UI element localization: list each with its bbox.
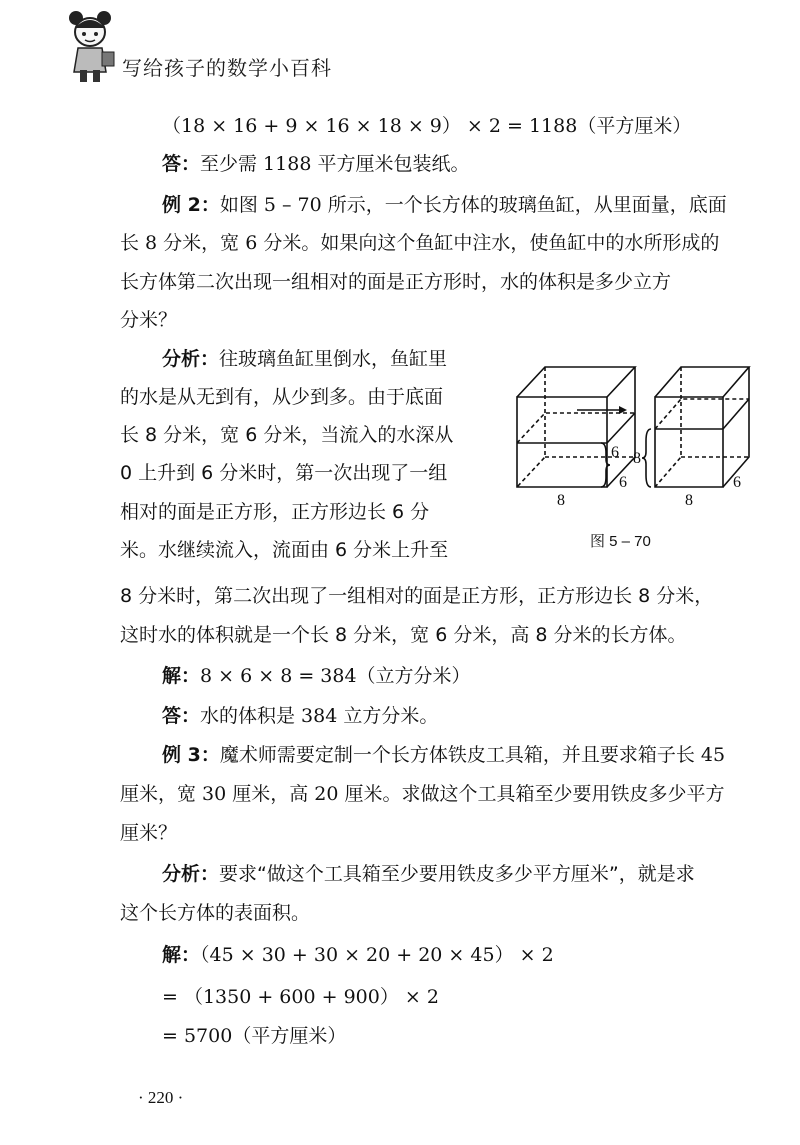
analysis-line: 0 上升到 6 分米时，第一次出现了一组	[120, 462, 448, 484]
answer-text: 水的体积是 384 立方分米。	[200, 705, 439, 727]
figure-caption: 图 5 – 70	[590, 533, 651, 550]
solution-text: （45 × 30 + 30 × 20 + 20 × 45） × 2	[200, 944, 554, 966]
analysis-line: 的水是从无到有，从少到多。由于底面	[120, 386, 444, 408]
answer-label: 答：	[162, 153, 201, 175]
answer-line	[0, 703, 800, 729]
example-label: 例 3：	[162, 744, 220, 766]
right-width-label: 8	[685, 492, 693, 509]
analysis-text: 要求“做这个工具箱至少要用铁皮多少平方厘米”，就是求	[219, 863, 695, 885]
analysis-line: 长 8 分米，宽 6 分米，当流入的水深从	[120, 424, 454, 446]
example-heading	[0, 742, 800, 768]
page-number: · 220 ·	[138, 1088, 184, 1107]
paragraph-line: 分米？	[120, 309, 178, 331]
analysis-line: 8 分米时，第二次出现了一组相对的面是正方形，正方形边长 8 分米，	[120, 585, 714, 607]
left-depth-label: 6	[619, 474, 627, 491]
left-height-label: 6	[611, 444, 619, 461]
analysis-line: 这个长方体的表面积。	[120, 902, 311, 924]
analysis-heading	[0, 861, 800, 887]
left-width-label: 8	[557, 492, 565, 509]
analysis-label: 分析：	[162, 348, 220, 370]
analysis-line: 相对的面是正方形，正方形边长 6 分	[120, 501, 430, 523]
figure-5-70	[505, 340, 755, 560]
example-label: 例 2：	[162, 194, 220, 216]
formula-line: （18 × 16 + 9 × 16 × 18 × 9） × 2 = 1188（平方厘米）	[162, 115, 692, 137]
answer-label: 答：	[162, 705, 201, 727]
solution-step: = 5700（平方厘米）	[162, 1025, 347, 1047]
page-header	[62, 8, 422, 88]
paragraph-line: 长方体第二次出现一组相对的面是正方形时，水的体积是多少立方	[120, 271, 672, 293]
analysis-text: 往玻璃鱼缸里倒水，鱼缸里	[219, 348, 448, 370]
solution-label: 解：	[162, 944, 201, 966]
solution-step: = （1350 + 600 + 900） × 2	[162, 986, 439, 1008]
solution-line	[0, 942, 800, 968]
paragraph-line: 厘米，宽 30 厘米，高 20 厘米。求做这个工具箱至少要用铁皮多少平方	[120, 783, 725, 805]
solution-label: 解：	[162, 665, 201, 687]
book-title: 写给孩子的数学小百科	[122, 56, 332, 80]
answer-text: 至少需 1188 平方厘米包装纸。	[200, 153, 470, 175]
paragraph-line: 长 8 分米，宽 6 分米。如果向这个鱼缸中注水，使鱼缸中的水所形成的	[120, 232, 720, 254]
right-height-label: 8	[633, 450, 641, 467]
analysis-line: 这时水的体积就是一个长 8 分米，宽 6 分米，高 8 分米的长方体。	[120, 624, 687, 646]
solution-line	[0, 663, 800, 689]
example-heading	[0, 192, 800, 218]
example-text: 如图 5 – 70 所示，一个长方体的玻璃鱼缸，从里面量，底面	[219, 194, 727, 216]
girl-mascot-icon	[62, 8, 118, 86]
analysis-line: 米。水继续流入，流面由 6 分米上升至	[120, 539, 449, 561]
right-depth-label: 6	[733, 474, 741, 491]
solution-text: 8 × 6 × 8 = 384（立方分米）	[200, 665, 471, 687]
analysis-label: 分析：	[162, 863, 220, 885]
answer-line	[0, 151, 800, 177]
example-text: 魔术师需要定制一个长方体铁皮工具箱，并且要求箱子长 45	[219, 744, 726, 766]
paragraph-line: 厘米？	[120, 822, 178, 844]
